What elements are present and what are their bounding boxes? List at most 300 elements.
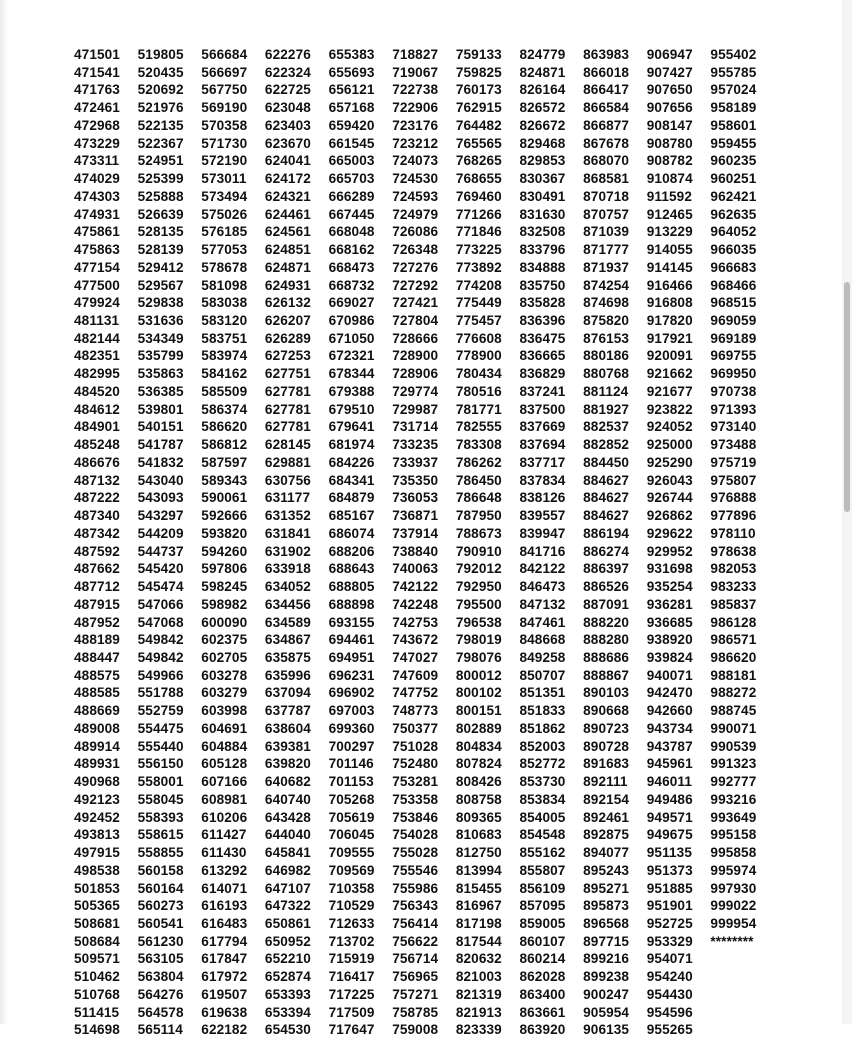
number-entry: 715919 — [328, 951, 375, 967]
number-entry: 498538 — [74, 862, 120, 878]
number-entry: 924052 — [646, 419, 693, 435]
number-entry: 995858 — [710, 845, 757, 861]
number-entry: 733235 — [392, 437, 439, 453]
number-entry: 753358 — [392, 791, 439, 807]
number-entry: 737914 — [392, 525, 439, 541]
number-entry: 891683 — [583, 756, 630, 772]
number-entry: 723212 — [392, 135, 439, 151]
number-entry: 539801 — [137, 401, 184, 417]
number-entry: 501853 — [74, 880, 120, 896]
number-entry: 990071 — [710, 720, 757, 736]
number-entry: 705268 — [328, 791, 375, 807]
number-entry: 862028 — [519, 969, 566, 985]
number-entry: 510768 — [74, 986, 120, 1002]
number-entry: 635875 — [264, 649, 311, 665]
number-entry: 619638 — [201, 1004, 248, 1020]
number-entry: 701146 — [328, 756, 374, 772]
number-entry: 758785 — [392, 1004, 439, 1020]
number-entry: 916808 — [646, 295, 693, 311]
number-entry: 874254 — [583, 277, 630, 293]
number-entry: 848668 — [519, 632, 566, 648]
number-entry: 887091 — [583, 596, 630, 612]
number-entry: 892875 — [583, 827, 630, 843]
number-entry: 668162 — [328, 242, 375, 258]
number-entry: 755028 — [392, 845, 439, 861]
number-entry: 549966 — [137, 667, 184, 683]
number-entry: 544209 — [137, 525, 184, 541]
number-entry: 637094 — [264, 685, 311, 701]
number-entry: 543093 — [137, 490, 184, 506]
number-entry: 786450 — [455, 472, 502, 488]
number-entry: 710529 — [328, 898, 375, 914]
number-entry: 775457 — [455, 313, 502, 329]
number-entry: 935254 — [646, 579, 693, 595]
number-entry: 830491 — [519, 188, 566, 204]
number-entry: 540151 — [137, 419, 184, 435]
number-entry: 522367 — [137, 135, 184, 151]
scrollbar-thumb[interactable] — [844, 282, 850, 512]
number-entry: 908782 — [646, 153, 693, 169]
number-entry: 839557 — [519, 508, 566, 524]
number-entry: 679641 — [328, 419, 375, 435]
number-entry: 910874 — [646, 171, 693, 187]
number-entry: 487662 — [74, 561, 120, 577]
number-entry: 788673 — [455, 525, 502, 541]
number-entry: 605128 — [201, 756, 248, 772]
number-entry: 665703 — [328, 171, 375, 187]
number-entry: 709555 — [328, 845, 375, 861]
number-entry: 477154 — [74, 259, 120, 275]
number-entry: 727804 — [392, 313, 439, 329]
number-entry: 752480 — [392, 756, 439, 772]
number-entry: 603279 — [201, 685, 248, 701]
number-entry: 800151 — [455, 703, 502, 719]
number-entry: 978110 — [710, 525, 756, 541]
number-entry: 836475 — [519, 330, 566, 346]
number-entry: 653393 — [264, 986, 311, 1002]
number-entry: 738840 — [392, 543, 439, 559]
number-entry: 645841 — [264, 845, 311, 861]
number-entry: 890103 — [583, 685, 630, 701]
number-entry: 821913 — [455, 1004, 502, 1020]
number-entry: 751028 — [392, 738, 439, 754]
number-entry: 643428 — [264, 809, 311, 825]
number-entry: 724593 — [392, 188, 439, 204]
number-entry: 594260 — [201, 543, 248, 559]
number-entry: 929952 — [646, 543, 693, 559]
number-entry: 722906 — [392, 100, 439, 116]
number-entry: 929622 — [646, 525, 693, 541]
number-entry: 610206 — [201, 809, 248, 825]
number-column — [519, 46, 583, 1039]
number-entry: 484520 — [74, 383, 120, 399]
number-entry: 826572 — [519, 100, 566, 116]
number-entry: 855807 — [519, 862, 566, 878]
number-entry: 962635 — [710, 206, 757, 222]
number-entry: 854548 — [519, 827, 566, 843]
number-entry: 906135 — [583, 1022, 630, 1038]
number-entry: 765565 — [455, 135, 502, 151]
number-entry: 570358 — [201, 117, 248, 133]
number-entry: 954071 — [646, 951, 693, 967]
number-entry: 571730 — [201, 135, 248, 151]
number-entry: 886526 — [583, 579, 630, 595]
number-entry: 560273 — [137, 898, 184, 914]
number-entry: 837834 — [519, 472, 566, 488]
number-entry: 473311 — [74, 153, 120, 169]
number-entry: 655383 — [328, 47, 375, 62]
number-entry: 943787 — [646, 738, 693, 754]
number-entry: 926043 — [646, 472, 693, 488]
number-entry: 990539 — [710, 738, 757, 754]
number-entry: 993649 — [710, 809, 757, 825]
number-entry: 622182 — [201, 1022, 248, 1038]
number-entry: 484901 — [74, 419, 120, 435]
number-entry: 624851 — [264, 242, 311, 258]
number-entry: 985837 — [710, 596, 757, 612]
number-entry: 667445 — [328, 206, 375, 222]
number-entry: 890728 — [583, 738, 630, 754]
number-entry: 837500 — [519, 401, 566, 417]
number-entry: 756343 — [392, 898, 439, 914]
number-entry: 992777 — [710, 774, 757, 790]
number-entry: 472968 — [74, 117, 120, 133]
number-entry: 726348 — [392, 242, 439, 258]
number-entry: 880186 — [583, 348, 630, 364]
number-entry: 975719 — [710, 454, 757, 470]
number-entry: 549842 — [137, 649, 184, 665]
number-entry: 917921 — [646, 330, 693, 346]
number-entry: 723176 — [392, 117, 439, 133]
number-entry: 986571 — [710, 632, 757, 648]
number-entry: 755546 — [392, 862, 439, 878]
number-entry: 920091 — [646, 348, 693, 364]
number-entry: 578678 — [201, 259, 248, 275]
number-entry: 616193 — [201, 898, 248, 914]
number-entry: 826164 — [519, 82, 566, 98]
number-entry: 510462 — [74, 969, 120, 985]
number-entry: 747752 — [392, 685, 439, 701]
number-entry: 951373 — [646, 862, 693, 878]
number-entry: 558001 — [137, 774, 184, 790]
number-entry: 860107 — [519, 933, 566, 949]
number-entry: 808426 — [455, 774, 502, 790]
number-entry: 986128 — [710, 614, 757, 630]
number-entry: 638604 — [264, 720, 311, 736]
number-entry: 870718 — [583, 188, 630, 204]
number-entry: 520435 — [137, 64, 184, 80]
number-entry: 624871 — [264, 259, 311, 275]
number-entry: 886194 — [583, 525, 630, 541]
number-entry: 906947 — [646, 47, 693, 62]
number-entry: 525399 — [137, 171, 184, 187]
number-entry: 717225 — [328, 986, 375, 1002]
number-entry: 479924 — [74, 295, 120, 311]
number-entry: 529838 — [137, 295, 184, 311]
number-entry: 884627 — [583, 472, 630, 488]
number-entry: 968466 — [710, 277, 757, 293]
number-entry: 780434 — [455, 366, 502, 382]
number-entry: 742753 — [392, 614, 439, 630]
number-entry: 868581 — [583, 171, 630, 187]
number-entry: 857095 — [519, 898, 566, 914]
number-entry: 850707 — [519, 667, 566, 683]
number-entry: 748773 — [392, 703, 439, 719]
number-entry: 762915 — [455, 100, 502, 116]
number-entry: 587597 — [201, 454, 248, 470]
number-column — [138, 46, 202, 1039]
number-entry: 792950 — [455, 579, 502, 595]
number-entry: 634052 — [264, 579, 311, 595]
number-column — [74, 46, 138, 1039]
number-entry: 907656 — [646, 100, 693, 116]
number-entry: 482351 — [74, 348, 120, 364]
number-entry: 907427 — [646, 64, 693, 80]
number-entry: 955402 — [710, 47, 757, 62]
number-entry: 951885 — [646, 880, 693, 896]
number-entry: 607166 — [201, 774, 248, 790]
number-entry: 688206 — [328, 543, 375, 559]
number-entry: 555440 — [137, 738, 184, 754]
number-entry: 832508 — [519, 224, 566, 240]
number-entry: 820632 — [455, 951, 502, 967]
number-entry: 776608 — [455, 330, 502, 346]
number-entry: 905954 — [583, 1004, 630, 1020]
number-entry: 728906 — [392, 366, 439, 382]
number-entry: 529412 — [137, 259, 184, 275]
number-entry: 569190 — [201, 100, 248, 116]
number-entry: 564578 — [137, 1004, 184, 1020]
number-entry: 800012 — [455, 667, 502, 683]
number-entry: 854005 — [519, 809, 566, 825]
number-entry: 881927 — [583, 401, 630, 417]
number-entry: 807824 — [455, 756, 502, 772]
number-entry: 634456 — [264, 596, 311, 612]
number-entry: 892461 — [583, 809, 630, 825]
number-entry: 558393 — [137, 809, 184, 825]
number-entry: 727276 — [392, 259, 439, 275]
number-entry: 654530 — [264, 1022, 311, 1038]
number-entry: 839947 — [519, 525, 566, 541]
number-entry: 558615 — [137, 827, 184, 843]
number-entry: 802889 — [455, 720, 502, 736]
number-entry: 859005 — [519, 915, 566, 931]
number-entry: 722738 — [392, 82, 439, 98]
number-entry: 760173 — [455, 82, 502, 98]
number-entry: 953329 — [646, 933, 693, 949]
number-entry: 742122 — [392, 579, 439, 595]
number-entry: 724979 — [392, 206, 439, 222]
number-entry: 908780 — [646, 135, 693, 151]
number-entry: 958189 — [710, 100, 757, 116]
number-entry: 635996 — [264, 667, 311, 683]
number-entry: 964052 — [710, 224, 757, 240]
number-entry: 665003 — [328, 153, 375, 169]
number-entry: 888280 — [583, 632, 630, 648]
number-entry: 493813 — [74, 827, 120, 843]
number-entry: 482995 — [74, 366, 120, 382]
number-entry: 490968 — [74, 774, 120, 790]
number-entry: 895271 — [583, 880, 630, 896]
number-entry: 541787 — [137, 437, 184, 453]
number-entry: 526639 — [137, 206, 184, 222]
number-entry: 474029 — [74, 171, 120, 187]
number-entry: 817198 — [455, 915, 502, 931]
number-entry: 583120 — [201, 313, 248, 329]
number-entry: 623670 — [264, 135, 311, 151]
number-entry: 639820 — [264, 756, 311, 772]
number-entry: 566697 — [201, 64, 248, 80]
number-entry: 938920 — [646, 632, 693, 648]
number-entry: 646982 — [264, 862, 311, 878]
number-entry: 694951 — [328, 649, 375, 665]
number-entry: 866417 — [583, 82, 630, 98]
number-entry: 895873 — [583, 898, 630, 914]
number-entry: 756714 — [392, 951, 439, 967]
number-entry: 951901 — [646, 898, 693, 914]
number-entry: 881124 — [583, 383, 629, 399]
number-entry: 871777 — [583, 242, 630, 258]
number-entry: 631177 — [264, 490, 311, 506]
number-entry: 838126 — [519, 490, 566, 506]
number-entry: 886274 — [583, 543, 630, 559]
number-entry: 531636 — [137, 313, 184, 329]
scrollbar-track[interactable] — [842, 0, 852, 1024]
number-entry: 978638 — [710, 543, 757, 559]
number-entry: 896568 — [583, 915, 630, 931]
number-entry: 962421 — [710, 188, 757, 204]
number-entry: 681974 — [328, 437, 375, 453]
number-entry: 624172 — [264, 171, 311, 187]
number-entry: 629881 — [264, 454, 311, 470]
number-entry: 750377 — [392, 720, 439, 736]
number-entry: 693155 — [328, 614, 375, 630]
number-entry: 487712 — [74, 579, 120, 595]
number-entry: 743672 — [392, 632, 439, 648]
number-entry: 913229 — [646, 224, 693, 240]
number-entry: 541832 — [137, 454, 184, 470]
number-entry: 949486 — [646, 791, 693, 807]
number-entry: 563105 — [137, 951, 184, 967]
number-entry: 871937 — [583, 259, 630, 275]
number-entry: 581098 — [201, 277, 248, 293]
number-entry: 917820 — [646, 313, 693, 329]
number-entry: 631902 — [264, 543, 311, 559]
number-entry: 586812 — [201, 437, 248, 453]
number-entry: 787950 — [455, 508, 502, 524]
number-entry: 837694 — [519, 437, 566, 453]
number-entry: 583751 — [201, 330, 248, 346]
number-entry: 958601 — [710, 117, 757, 133]
number-entry: 783308 — [455, 437, 502, 453]
number-entry: 971393 — [710, 401, 757, 417]
number-entry: 936685 — [646, 614, 693, 630]
number-entry: 946011 — [646, 774, 692, 790]
number-entry: 627781 — [264, 401, 311, 417]
number-entry: 764482 — [455, 117, 502, 133]
number-entry: 589343 — [201, 472, 248, 488]
number-entry: 756414 — [392, 915, 439, 931]
number-entry: 639381 — [264, 738, 311, 754]
number-entry: 552759 — [137, 703, 184, 719]
number-entry: 786648 — [455, 490, 502, 506]
number-entry: 474931 — [74, 206, 120, 222]
number-entry: 686074 — [328, 525, 375, 541]
number-entry: 866584 — [583, 100, 630, 116]
number-entry: 768265 — [455, 153, 502, 169]
number-entry: 472461 — [74, 100, 120, 116]
number-entry: 535863 — [137, 366, 184, 382]
number-entry: 688643 — [328, 561, 375, 577]
number-entry: 759133 — [455, 47, 502, 62]
number-entry: 876153 — [583, 330, 630, 346]
number-entry: 522135 — [137, 117, 184, 133]
number-entry: 624321 — [264, 188, 311, 204]
number-entry: 627751 — [264, 366, 311, 382]
number-entry: 558045 — [137, 791, 184, 807]
number-entry: 836829 — [519, 366, 566, 382]
number-entry: 556150 — [137, 756, 184, 772]
number-entry: 867678 — [583, 135, 630, 151]
number-entry: 634867 — [264, 632, 311, 648]
number-entry: 573494 — [201, 188, 248, 204]
number-entry: 921662 — [646, 366, 693, 382]
number-entry: 564276 — [137, 986, 184, 1002]
number-entry: 717647 — [328, 1022, 375, 1038]
number-entry: 798019 — [455, 632, 502, 648]
number-entry: 603998 — [201, 703, 248, 719]
number-entry: 666289 — [328, 188, 375, 204]
number-entry: 471541 — [74, 64, 120, 80]
number-entry: 622276 — [264, 47, 311, 62]
number-entry: 619507 — [201, 986, 248, 1002]
number-entry: 960235 — [710, 153, 757, 169]
number-entry: 728900 — [392, 348, 439, 364]
number-entry: 759008 — [392, 1022, 439, 1038]
number-entry: 688898 — [328, 596, 375, 612]
number-entry: 487952 — [74, 614, 120, 630]
number-entry: 993216 — [710, 791, 757, 807]
number-entry: 699360 — [328, 720, 375, 736]
number-entry: 847461 — [519, 614, 566, 630]
number-entry: 729987 — [392, 401, 439, 417]
number-entry: 890723 — [583, 720, 630, 736]
number-entry: 911592 — [646, 188, 692, 204]
number-entry: 525888 — [137, 188, 184, 204]
number-entry: 747027 — [392, 649, 439, 665]
number-entry: 617847 — [201, 951, 248, 967]
number-entry: 604691 — [201, 720, 248, 736]
number-entry: 729774 — [392, 383, 439, 399]
number-entry: 558855 — [137, 845, 184, 861]
number-entry: 988272 — [710, 685, 757, 701]
number-entry: 668473 — [328, 259, 375, 275]
number-entry: 486676 — [74, 454, 120, 470]
number-entry: 519805 — [137, 47, 184, 62]
number-entry: 614071 — [201, 880, 248, 896]
number-entry: 973488 — [710, 437, 757, 453]
number-entry: 860214 — [519, 951, 566, 967]
number-entry: 949675 — [646, 827, 693, 843]
number-entry: 836665 — [519, 348, 566, 364]
number-entry: 997930 — [710, 880, 757, 896]
number-entry: 659420 — [328, 117, 375, 133]
number-entry: 780516 — [455, 383, 502, 399]
number-entry: 668732 — [328, 277, 375, 293]
number-entry: 976888 — [710, 490, 757, 506]
number-entry: 529567 — [137, 277, 184, 293]
number-entry: 966683 — [710, 259, 757, 275]
